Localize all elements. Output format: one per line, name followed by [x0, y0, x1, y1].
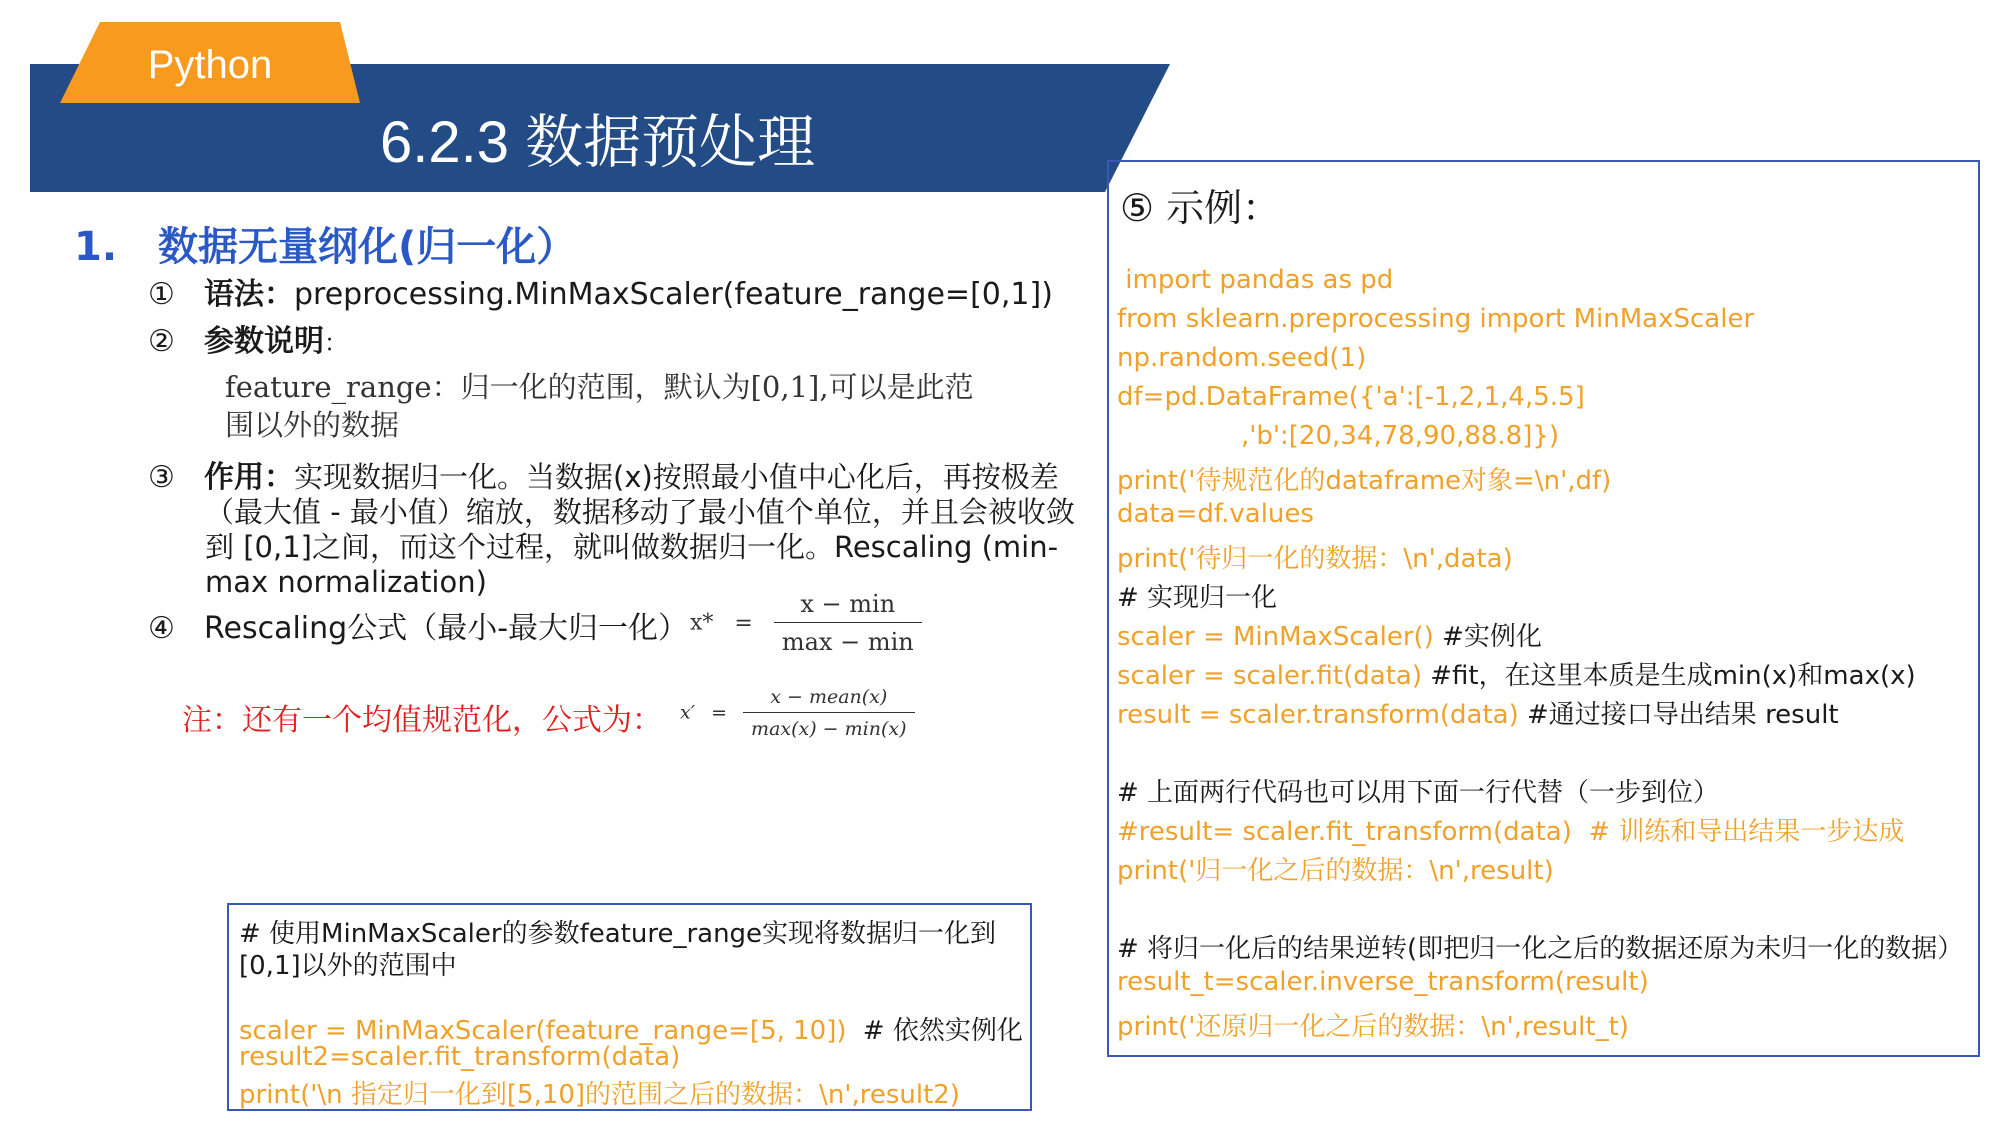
- effect-mark: ③: [148, 460, 175, 495]
- code-comment: # 实现归一化: [1117, 583, 1278, 613]
- example-code-line: [1117, 1006, 1629, 1043]
- example-code-line: [1117, 460, 1611, 497]
- example-code-line: [1117, 850, 1554, 887]
- left-box-line2: [0,1]以外的范围中: [239, 951, 457, 981]
- params-desc-line2: 围以外的数据: [225, 408, 400, 442]
- code-text: scaler = scaler.fit(data): [1117, 661, 1422, 691]
- example-code-line: [1117, 304, 1754, 334]
- params-desc-line1: feature_range：归一化的范围，默认为[0,1],可以是此范: [225, 370, 974, 404]
- syntax-mark: ①: [148, 277, 175, 312]
- code-comment: # 将归一化后的结果逆转(即把归一化之后的数据还原为未归一化的数据）: [1117, 934, 1964, 964]
- rescaling-item: [148, 611, 688, 647]
- example-code-line: [1117, 577, 1277, 614]
- params-item: [148, 324, 348, 361]
- formula2-eq: =: [711, 701, 727, 724]
- code-text: np.random.seed(1): [1117, 343, 1367, 373]
- syntax-item: [148, 277, 1053, 313]
- left-box-line3-code: scaler = MinMaxScaler(feature_range=[5, 10]): [239, 1016, 847, 1046]
- effect-label: 作用：: [204, 460, 294, 495]
- code-text: scaler = MinMaxScaler(): [1117, 622, 1434, 652]
- rescaling-text: Rescaling公式（最小-最大归一化）: [204, 611, 689, 646]
- feature-range-code-box: [227, 903, 1032, 1111]
- left-box-line3-comment: # 依然实例化: [862, 1016, 1023, 1046]
- formula2-numerator: x − mean(x): [743, 682, 914, 713]
- example-code-line: [1117, 421, 1559, 451]
- code-text: from sklearn.preprocessing import MinMaxScaler: [1117, 304, 1755, 334]
- code-comment: #fit，在这里本质是生成min(x)和max(x): [1421, 661, 1916, 691]
- rescaling-mark: ④: [148, 611, 175, 646]
- example-code-line: [1117, 967, 1649, 997]
- params-label: 参数说明: [204, 324, 324, 359]
- mean-formula: [680, 682, 915, 745]
- code-text: ,'b':[20,34,78,90,88.8]}): [1117, 421, 1560, 451]
- mean-normalization-note: 注：还有一个均值规范化，公式为：: [182, 703, 662, 738]
- code-comment: # 上面两行代码也可以用下面一行代替（一步到位）: [1117, 778, 1720, 808]
- effect-line1: 实现数据归一化。当数据(x)按照最小值中心化后，再按极差: [294, 460, 1059, 494]
- code-text: result = scaler.transform(data): [1117, 700, 1519, 730]
- code-text: print('待规范化的dataframe对象=\n',df): [1117, 466, 1612, 496]
- minmax-formula: [690, 586, 922, 661]
- left-box-line5: print('\n 指定归一化到[5,10]的范围之后的数据：\n',result2): [239, 1080, 960, 1110]
- code-text: print('还原归一化之后的数据：\n',result_t): [1117, 1012, 1629, 1042]
- example-code-line: [1117, 694, 1839, 731]
- example-code-line: [1117, 499, 1314, 529]
- example-code-line: [1117, 811, 1904, 848]
- example-code-line: [1117, 928, 1963, 965]
- example-code-line: [1117, 616, 1542, 653]
- code-text: #result= scaler.fit_transform(data) # 训练和导出结果一步达成: [1117, 817, 1905, 847]
- formula2-fraction: [743, 682, 914, 745]
- syntax-text: preprocessing.MinMaxScaler(feature_range=[0,1]): [294, 277, 1053, 312]
- example-code-line: [1117, 538, 1513, 575]
- syntax-label: 语法：: [204, 277, 294, 312]
- code-text: print('归一化之后的数据：\n',result): [1117, 856, 1554, 886]
- left-box-line1: # 使用MinMaxScaler的参数feature_range实现将数据归一化到: [239, 919, 997, 949]
- section-heading: [74, 215, 576, 272]
- formula2-lhs: x′: [680, 701, 696, 724]
- section-number: 1.: [74, 224, 118, 270]
- formula1-denominator: max − min: [781, 628, 914, 656]
- formula1-numerator: x − min: [774, 586, 922, 623]
- formula1-eq: =: [734, 610, 753, 636]
- code-text: data=df.values: [1117, 499, 1314, 529]
- effect-line4: max normalization): [205, 565, 487, 599]
- params-colon: ：: [324, 329, 348, 357]
- example-code-line: [1117, 343, 1366, 373]
- effect-line2: （最大值 - 最小值）缩放，数据移动了最小值个单位，并且会被收敛: [205, 495, 1075, 529]
- example-heading: ⑤ 示例：: [1120, 186, 1281, 230]
- page-title: 6.2.3 数据预处理: [380, 110, 816, 175]
- code-text: df=pd.DataFrame({'a':[-1,2,1,4,5.5]: [1117, 382, 1585, 412]
- formula1-fraction: [774, 586, 922, 661]
- formula1-lhs: x*: [690, 610, 714, 636]
- example-code-line: [1117, 655, 1916, 692]
- example-code-line: [1117, 265, 1393, 295]
- code-text: result_t=scaler.inverse_transform(result): [1117, 967, 1649, 997]
- effect-item: [148, 459, 1059, 496]
- code-comment: #实例化: [1433, 622, 1542, 652]
- effect-line3: 到 [0,1]之间，而这个过程，就叫做数据归一化。Rescaling (min-: [205, 530, 1059, 564]
- code-text: print('待归一化的数据：\n',data): [1117, 544, 1513, 574]
- example-code-line: [1117, 772, 1719, 809]
- params-mark: ②: [148, 324, 175, 359]
- code-comment: #通过接口导出结果 result: [1518, 700, 1839, 730]
- code-text: import pandas as pd: [1117, 265, 1394, 295]
- example-code-line: [1117, 382, 1585, 412]
- python-tag: Python: [147, 43, 273, 87]
- formula2-denominator: max(x) − min(x): [751, 718, 907, 740]
- left-box-line4: result2=scaler.fit_transform(data): [239, 1042, 681, 1072]
- section-title: 数据无量纲化(归一化）: [158, 224, 577, 270]
